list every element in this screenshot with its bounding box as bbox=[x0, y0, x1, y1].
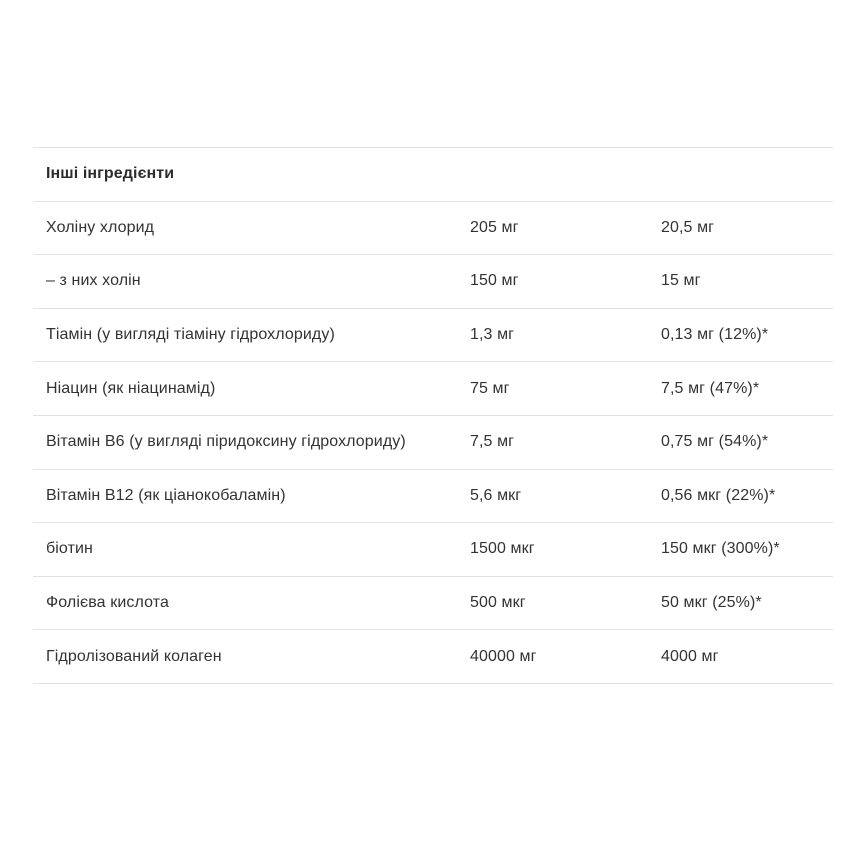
ingredient-amount: 500 мкг bbox=[470, 594, 526, 612]
ingredient-name: біотин bbox=[46, 540, 93, 558]
ingredient-serving: 4000 мг bbox=[661, 647, 719, 665]
ingredient-name: – з них холін bbox=[46, 272, 141, 290]
ingredient-name: Вітамін B12 (як ціанокобаламін) bbox=[46, 486, 286, 504]
ingredient-amount: 40000 мг bbox=[470, 647, 537, 665]
ingredient-amount: 205 мг bbox=[470, 218, 519, 236]
table-header-row bbox=[33, 148, 833, 202]
table-row bbox=[33, 577, 833, 631]
ingredient-serving: 15 мг bbox=[661, 272, 701, 290]
ingredient-name: Тіамін (у вигляді тіаміну гідрохлориду) bbox=[46, 326, 335, 344]
ingredient-serving: 50 мкг (25%)* bbox=[661, 594, 762, 612]
ingredient-serving: 150 мкг (300%)* bbox=[661, 540, 780, 558]
ingredient-serving: 0,56 мкг (22%)* bbox=[661, 486, 776, 504]
table-header-label: Інші інгредієнти bbox=[46, 165, 175, 183]
ingredient-amount: 75 мг bbox=[470, 379, 510, 397]
table-row bbox=[33, 362, 833, 416]
table-row bbox=[33, 255, 833, 309]
table-row bbox=[33, 309, 833, 363]
table-row bbox=[33, 416, 833, 470]
ingredient-name: Фолієва кислота bbox=[46, 594, 169, 612]
ingredient-name: Вітамін В6 (у вигляді піридоксину гідрохлориду) bbox=[46, 433, 406, 451]
table-row bbox=[33, 202, 833, 256]
ingredient-name: Холіну хлорид bbox=[46, 218, 155, 236]
ingredient-amount: 1,3 мг bbox=[470, 326, 515, 344]
ingredient-name: Гідролізований колаген bbox=[46, 647, 222, 665]
table-row bbox=[33, 630, 833, 684]
ingredient-serving: 20,5 мг bbox=[661, 218, 715, 236]
table-row bbox=[33, 523, 833, 577]
ingredient-amount: 5,6 мкг bbox=[470, 486, 522, 504]
ingredient-name: Ніацин (як ніацинамід) bbox=[46, 379, 216, 397]
ingredient-serving: 7,5 мг (47%)* bbox=[661, 379, 760, 397]
ingredient-amount: 1500 мкг bbox=[470, 540, 535, 558]
ingredient-serving: 0,75 мг (54%)* bbox=[661, 433, 769, 451]
ingredient-amount: 150 мг bbox=[470, 272, 519, 290]
ingredient-serving: 0,13 мг (12%)* bbox=[661, 326, 769, 344]
ingredients-table bbox=[33, 147, 833, 684]
table-row bbox=[33, 470, 833, 524]
ingredient-amount: 7,5 мг bbox=[470, 433, 515, 451]
